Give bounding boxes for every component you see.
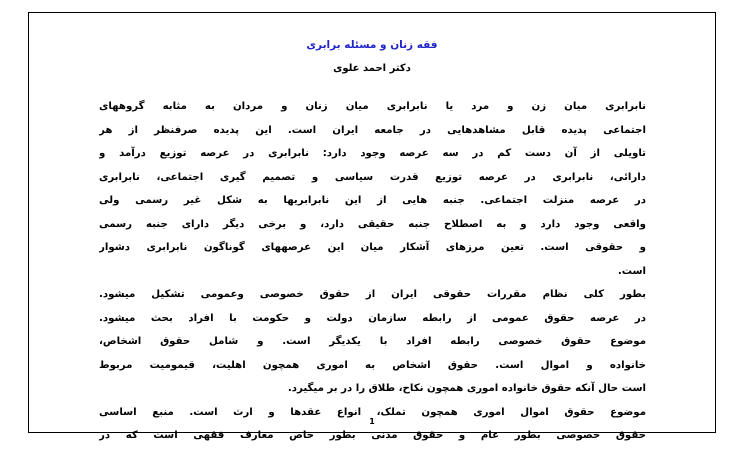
body-line: حقوق خصوصی بطور عام و حقوق مدنی بطور خاص معارف فقهی است که در: [99, 430, 646, 441]
body-line: واقعی وجود دارد و به اصطلاح جنبه حقیقی دارد، و برخی دیگر دارای جنبه رسمی: [99, 218, 646, 230]
document-body: [99, 95, 646, 448]
body-line: اجتماعی پدیده قابل مشاهدهایی در جامعه ایران است. این پدیده صرفنظر از هر: [99, 124, 646, 136]
body-line: است حال آنکه حقوق خانواده اموری همچون نکاح، طلاق را در بر میگیرد.: [287, 383, 646, 394]
body-line: است.: [617, 265, 646, 277]
document-page: [28, 12, 716, 441]
body-line: موضوع حقوق اموال اموری همچون تملک، انواع عقدها و ارث است. منبع اساسی: [99, 406, 646, 418]
document-author: دکتر احمد علوی: [333, 63, 411, 74]
body-line: تاویلی از آن دست کم در سه عرصه وجود دارد: نابرابری در عرصه توزیع درآمد و: [99, 148, 646, 159]
body-line: خانواده و اموال است. حقوق اشخاص به اموری همچون اهلیت، قیمومیت مربوط: [99, 359, 646, 371]
document-title: فقه زنان و مسئله برابری: [306, 39, 438, 51]
page-number: 1: [369, 417, 375, 426]
body-line: نابرابری میان زن و مرد یا نابرابری میان زنان و مردان به مثابه گروههای: [99, 101, 646, 112]
body-line: بطور کلی نظام مقررات حقوقی ایران از حقوق خصوصی وعمومی تشکیل میشود.: [99, 289, 646, 300]
body-line: دارائی، نابرابری در عرصه توزیع قدرت سیاسی و تصمیم گیری اجتماعی، نابرابری: [99, 171, 646, 183]
body-line: در عرصه منزلت اجتماعی. جنبه هایی از این نابرابریها به شکل غیر رسمی ولی: [99, 195, 646, 206]
body-line: و حقوقی است. تعین مرزهای آشکار میان این عرصههای گوناگون نابرابری دشوار: [99, 242, 646, 253]
body-line: در عرصه حقوق عمومی از رابطه سازمان دولت و حکومت با افراد بحث میشود.: [99, 312, 646, 324]
body-line: موضوع حقوق خصوصی رابطه افراد با یکدیگر است. و شامل حقوق اشخاص،: [99, 336, 646, 347]
